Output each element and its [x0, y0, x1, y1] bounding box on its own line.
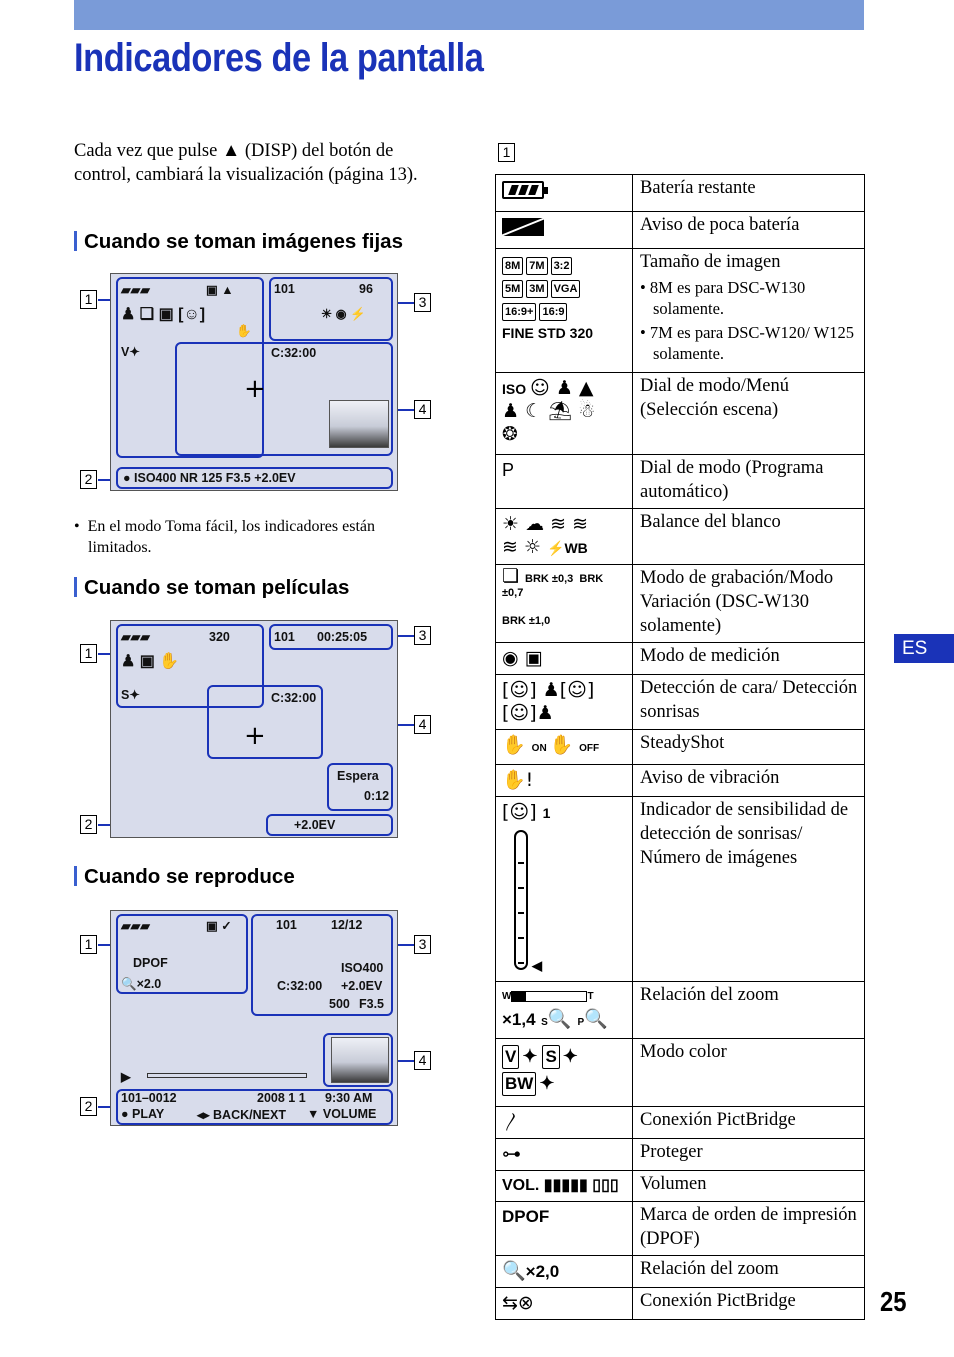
volume-icon: VOL. ▮▮▮▮▮ ▯▯▯: [496, 1171, 633, 1202]
dpof-icon: DPOF: [496, 1202, 633, 1256]
iso-value: ISO400: [341, 961, 384, 975]
table-row: P Dial de modo (Programa automático): [496, 455, 865, 509]
date: 2008 1 1: [257, 1091, 306, 1105]
vibration-warning-icon: ✋!: [496, 765, 633, 797]
section-heading-movies: Cuando se toman películas: [74, 576, 349, 600]
folder-icon: 101: [274, 630, 295, 644]
callout-number-2: 2: [80, 1097, 97, 1116]
callout-number-4: 4: [414, 715, 431, 734]
ev-value: +2.0EV: [294, 818, 336, 832]
aperture-value: F3.5: [359, 997, 385, 1011]
playback-zoom-icon: 🔍×2,0: [496, 1256, 633, 1288]
color-mode-icon: S✦: [121, 688, 140, 702]
table-row: Aviso de poca batería: [496, 212, 865, 249]
callout-number-1: 1: [80, 290, 97, 309]
table-row: 8M 7M 3:2 5M 3M VGA 16:9+ 16:9 FINE STD 320 Tamaño de imagen • 8M es para DSC-W130 solamente. • 7M es para DSC-W120/ W125 solamente.: [496, 249, 865, 373]
back-next-label: ◂▸ BACK/NEXT: [197, 1108, 286, 1122]
screen-movies: [110, 620, 398, 838]
shutter-value: 500: [329, 997, 350, 1011]
recording-time: 00:25:05: [317, 630, 368, 644]
table-row: ☀ ☁ ≋ ≋ ≋ ☼ ⚡WB Balance del blanco: [496, 509, 865, 565]
folder-icon: 101: [274, 282, 295, 296]
table-row: ◉ ▣ Modo de medición: [496, 643, 865, 675]
section-heading-stills: Cuando se toman imágenes fijas: [74, 230, 403, 254]
flash-icons: ☀ ◉ ⚡: [321, 307, 366, 321]
white-balance-icons: ☀ ☁ ≋ ≋ ≋ ☼ ⚡WB: [496, 509, 633, 565]
callout-number-2: 2: [80, 815, 97, 834]
language-tab: ES: [894, 634, 954, 663]
callout-number-3: 3: [414, 626, 431, 645]
folder-icon: 101: [276, 918, 297, 932]
pictbridge-icon: ▣ ✓: [206, 919, 232, 933]
standby-label: Espera: [337, 769, 379, 783]
table-row: VOL. ▮▮▮▮▮ ▯▯▯ Volumen: [496, 1171, 865, 1202]
table-row: ❏ BRK ±0,3 BRK ±0,7 BRK ±1,0 Modo de grabación/Modo Variación (DSC-W130 solamente): [496, 565, 865, 643]
steadyshot-icons: ✋ ON ✋ OFF: [496, 730, 633, 765]
af-crosshair: +: [244, 374, 266, 404]
play-button-label: ● PLAY: [121, 1107, 165, 1121]
play-indicator: ▶: [121, 1070, 131, 1084]
program-auto-icon: P: [496, 455, 633, 509]
stills-info-bar: ● ISO400 NR 125 F3.5 +2.0EV: [123, 471, 296, 485]
intro-text: Cada vez que pulse ▲ (DISP) del botón de control, cambiará la visualización (página 13).: [74, 141, 418, 185]
ev-value: +2.0EV: [341, 979, 383, 993]
table-row: ⊶ Proteger: [496, 1139, 865, 1171]
progress-bar: [147, 1073, 307, 1078]
table-row: ✋ ON ✋ OFF SteadyShot: [496, 730, 865, 765]
metering-mode-icons: ◉ ▣: [496, 643, 633, 675]
histogram: [329, 400, 389, 448]
remaining-count: 96: [359, 282, 373, 296]
table-row: [☺] ♟[☺] [☺]♟ Detección de cara/ Detección sonrisas: [496, 675, 865, 730]
table-row: V ✦ S ✦ BW ✦ Modo color: [496, 1039, 865, 1107]
screen-stills: [110, 273, 398, 491]
table-row: W T ×1,4 S🔍 P🔍 Relación del zoom: [496, 982, 865, 1039]
smile-meter: [514, 830, 528, 970]
zoom-ratio: 🔍×2.0: [121, 977, 162, 991]
image-size-icons: 8M 7M 3:2 5M 3M VGA 16:9+ 16:9 FINE STD 320: [496, 249, 633, 373]
scene-selection-icons: ISO ☺ ♟ ▲ ♟ ☾ ⛱ ☃ ❂: [496, 373, 633, 455]
face-detection-icons: [☺] ♟[☺] [☺]♟: [496, 675, 633, 730]
steadyshot-icon: ✋: [236, 324, 252, 338]
histogram: [331, 1037, 389, 1083]
callout-number-3: 3: [414, 293, 431, 312]
table-row: ⇆⊗ Conexión PictBridge: [496, 1288, 865, 1320]
battery-full-icon: [502, 181, 544, 199]
scene-icons: ♟ ❏ ▣ [☺]: [121, 306, 206, 323]
table-row: ISO ☺ ♟ ▲ ♟ ☾ ⛱ ☃ ❂ Dial de modo/Menú (Selección escena): [496, 373, 865, 455]
color-mode-icons: V ✦ S ✦ BW ✦: [496, 1039, 633, 1107]
smile-sensitivity-icon: [☺] 1 ◀: [496, 797, 633, 982]
battery-icon: ▰▰▰: [121, 283, 150, 297]
top-color-band: [74, 0, 864, 30]
protect-key-icon: ⊶: [496, 1139, 633, 1171]
time: 9:30 AM: [325, 1091, 373, 1105]
image-count: 12/12: [331, 918, 363, 932]
battery-icon: ▰▰▰: [121, 630, 150, 644]
pictbridge-connecting-icon: ⇆⊗: [496, 1288, 633, 1320]
page-title: Indicadores de la pantalla: [74, 36, 484, 80]
self-timer-value: C:32:00: [271, 691, 317, 705]
color-mode-icon: V✦: [121, 345, 140, 359]
standby-time: 0:12: [364, 789, 390, 803]
self-timer-value: C:32:00: [271, 346, 317, 360]
indicator-table: [495, 174, 865, 1320]
table-row: 🔍×2,0 Relación del zoom: [496, 1256, 865, 1288]
table-row: ✋! Aviso de vibración: [496, 765, 865, 797]
zoom-ratio-icons: W T ×1,4 S🔍 P🔍: [496, 982, 633, 1039]
callout-number-4: 4: [414, 1051, 431, 1070]
battery-low-icon: [502, 218, 544, 236]
table-row: Batería restante: [496, 175, 865, 212]
callout-number-4: 4: [414, 400, 431, 419]
dpof-mark: DPOF: [133, 956, 168, 970]
callout-number-1: 1: [80, 644, 97, 663]
battery-icon: ▰▰▰: [121, 919, 150, 933]
table-heading-number: 1: [498, 143, 515, 162]
section-heading-playback: Cuando se reproduce: [74, 865, 295, 889]
table-row: 〳 Conexión PictBridge: [496, 1107, 865, 1139]
table-row: DPOF Marca de orden de impresión (DPOF): [496, 1202, 865, 1256]
movie-size-icon: 320: [209, 630, 230, 644]
callout-number-2: 2: [80, 470, 97, 489]
callout-number-3: 3: [414, 935, 431, 954]
scene-icons: ♟ ▣ ✋: [121, 653, 180, 670]
screen-playback: [110, 910, 398, 1126]
stills-note: • En el modo Toma fácil, los indicadores están limitados.: [74, 518, 376, 556]
callout-number-1: 1: [80, 935, 97, 954]
pictbridge-icon: 〳: [496, 1107, 633, 1139]
file-number: 101–0012: [121, 1091, 177, 1105]
table-row: [☺] 1 ◀ Indicador de sensibilidad de detección de sonrisas/ Número de imágenes: [496, 797, 865, 982]
volume-label: ▼ VOLUME: [307, 1107, 377, 1121]
page-number: 25: [880, 1286, 907, 1317]
recording-mode-icons: ❏ BRK ±0,3 BRK ±0,7 BRK ±1,0: [496, 565, 633, 643]
play-timer: C:32:00: [277, 979, 323, 993]
image-size-notes: • 8M es para DSC-W130 solamente. • 7M es para DSC-W120/ W125 solamente.: [640, 278, 854, 363]
image-size-icon: ▣ ▲: [206, 283, 234, 297]
af-crosshair: +: [244, 721, 266, 751]
